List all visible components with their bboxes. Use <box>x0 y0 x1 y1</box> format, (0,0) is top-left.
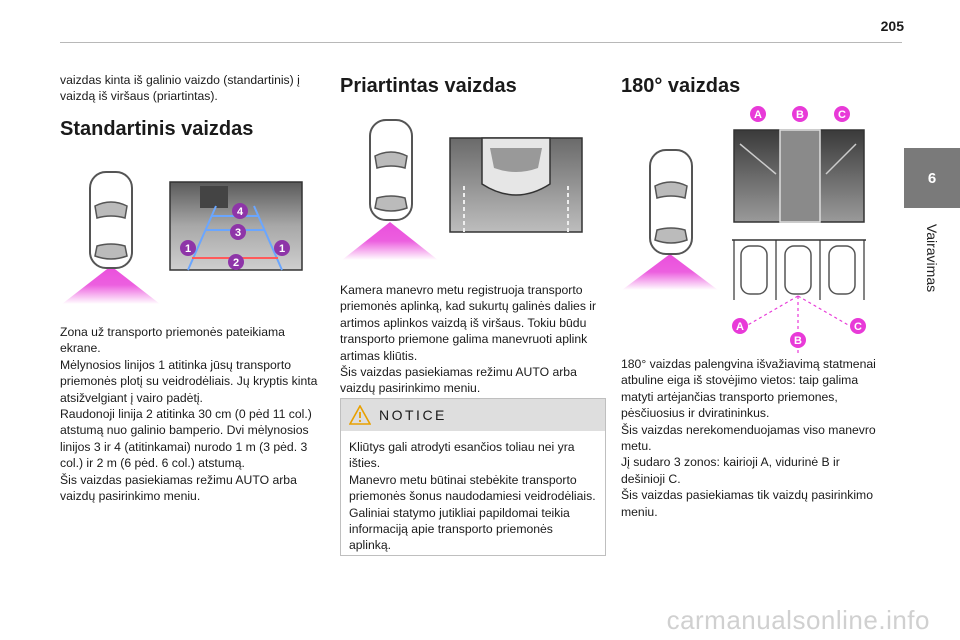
heading-standard-view: Standartinis vaizdas <box>60 118 254 140</box>
standard-view-illustration <box>60 166 322 306</box>
notice-text: Kliūtys gali atrodyti esančios toliau nei yra išties. Manevro metu būtinai stebėkite transporto priemonės šonus naudodamiesi veidrodėliais. Galiniai statymo jutikliai papildomai teikia informaciją apie transporto priemonės aplinką. <box>349 440 596 553</box>
chapter-label: Vairavimas <box>924 223 940 293</box>
heading-180-view: 180° vaizdas <box>621 75 741 97</box>
car-top-icon <box>370 120 412 220</box>
svg-text:A: A <box>754 109 762 121</box>
notice-box <box>340 398 606 556</box>
camera-beam <box>622 254 718 290</box>
car-top-icon <box>90 172 132 268</box>
svg-text:A: A <box>736 321 744 333</box>
svg-text:C: C <box>854 321 862 333</box>
svg-text:1: 1 <box>184 243 192 255</box>
heading-zoom-view: Priartintas vaizdas <box>340 75 517 97</box>
chapter-tab[interactable] <box>904 148 960 208</box>
header-divider <box>60 42 902 43</box>
col3-text: 180° vaizdas palengvina išvažiavimą statmenai atbuline eiga iš stovėjimo vietos: taip galima matyti artėjančias transporto priemones, pėsčiuosius ir dviratininkus. Šis vaizdas nerekomenduojamas viso manevro metu. Jį sudaro 3 zonos: kairioji A, vidurinė B ir dešinioji C. Šis vaizdas pasiekiamas tik vaizdų pasirinkimo meniu. <box>621 357 876 519</box>
camera-beam <box>342 222 438 260</box>
watermark: carmanualsonline.info <box>666 605 930 635</box>
svg-text:3: 3 <box>234 227 242 239</box>
wide-view-illustration <box>620 104 882 356</box>
svg-text:B: B <box>794 335 802 347</box>
car-top-icon <box>650 150 692 254</box>
camera-beam <box>62 266 160 304</box>
col2-text: Kamera manevro metu registruoja transporto priemonės aplinką, kad sukurtų galinės dalies ir artimos aplinkos vaizdą iš viršaus. Tokiu būdu transporto priemone galima manevruoti aplink artimas kliūtis. Šis vaizdas pasiekiamas režimu AUTO arba vaizdų pasirinkimo meniu. <box>340 283 597 396</box>
svg-text:4: 4 <box>236 206 244 218</box>
warning-icon <box>349 405 371 425</box>
notice-title: NOTICE <box>379 407 447 423</box>
svg-text:1: 1 <box>278 243 286 255</box>
chapter-number: 6 <box>927 169 937 187</box>
notice-header <box>341 399 605 431</box>
col1-intro: vaizdas kinta iš galinio vaizdo (standartinis) į vaizdą iš viršaus (priartintas). <box>60 73 300 104</box>
page-number: 205 <box>880 18 904 34</box>
col1-text: Zona už transporto priemonės pateikiama ekrane. Mėlynosios linijos 1 atitinka jūsų transporto priemonės plotį su veidrodėliais. Jų kryptis kinta atsižvelgiant į vairo padėtį. Raudonoji linija 2 atitinka 30 cm (0 pėd 11 col.) atstumą nuo galinio bamperio. Dvi mėlynosios linijos 3 ir 4 (atitinkamai) nurodo 1 m (3 pėd. 3 col.) ir 2 m (6 pėd. 6 col.) atstumą. Šis vaizdas pasiekiamas režimu AUTO arba vaizdų pasirinkimo meniu. <box>60 325 318 504</box>
svg-text:2: 2 <box>232 257 240 269</box>
svg-text:C: C <box>838 109 846 121</box>
zoom-view-illustration <box>340 114 602 264</box>
svg-text:B: B <box>796 109 804 121</box>
